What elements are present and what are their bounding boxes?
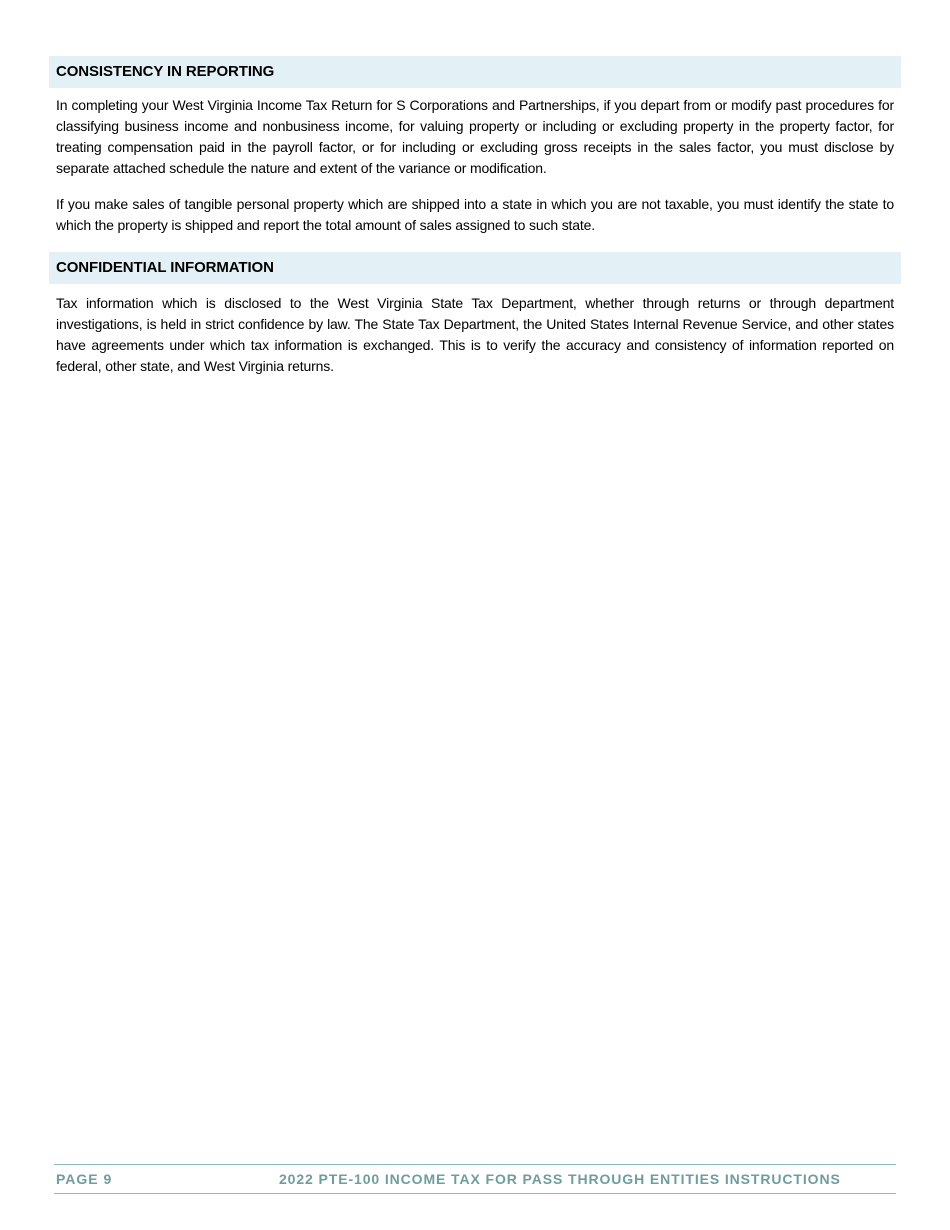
consistency-paragraph-1: In completing your West Virginia Income Tax Return for S Corporations and Partnerships, if you depart from or modify past procedures for classifying business income and nonbusiness income, for valuing property or including or excluding property in the property factor, for treating compensation paid in the payroll factor, or for including or excluding gross receipts in the sales factor, you must disclose by separate attached schedule the nature and extent of the variance or modification. xyxy=(56,97,894,176)
footer-document-title: 2022 PTE-100 INCOME TAX FOR PASS THROUGH ENTITIES INSTRUCTIONS xyxy=(279,1171,841,1187)
confidential-paragraph-1: Tax information which is disclosed to the West Virginia State Tax Department, whether through returns or through department investigations, is held in strict confidence by law. The State Tax Department, the United States Internal Revenue Service, and other states have agreements under which tax information is exchanged. This is to verify the accuracy and consistency of information reported on federal, other state, and West Virginia returns. xyxy=(56,295,894,374)
section-heading-consistency-in-reporting: CONSISTENCY IN REPORTING xyxy=(49,56,901,88)
section-heading-confidential-information: CONFIDENTIAL INFORMATION xyxy=(49,252,901,284)
footer-bottom-rule xyxy=(54,1193,896,1194)
consistency-paragraph-2: If you make sales of tangible personal property which are shipped into a state in which you are not taxable, you must identify the state to which the property is shipped and report the total amount of sales assigned to such state. xyxy=(56,196,894,233)
footer-page-number: PAGE 9 xyxy=(56,1171,113,1187)
page-content xyxy=(49,56,901,377)
footer-top-rule xyxy=(54,1164,896,1165)
